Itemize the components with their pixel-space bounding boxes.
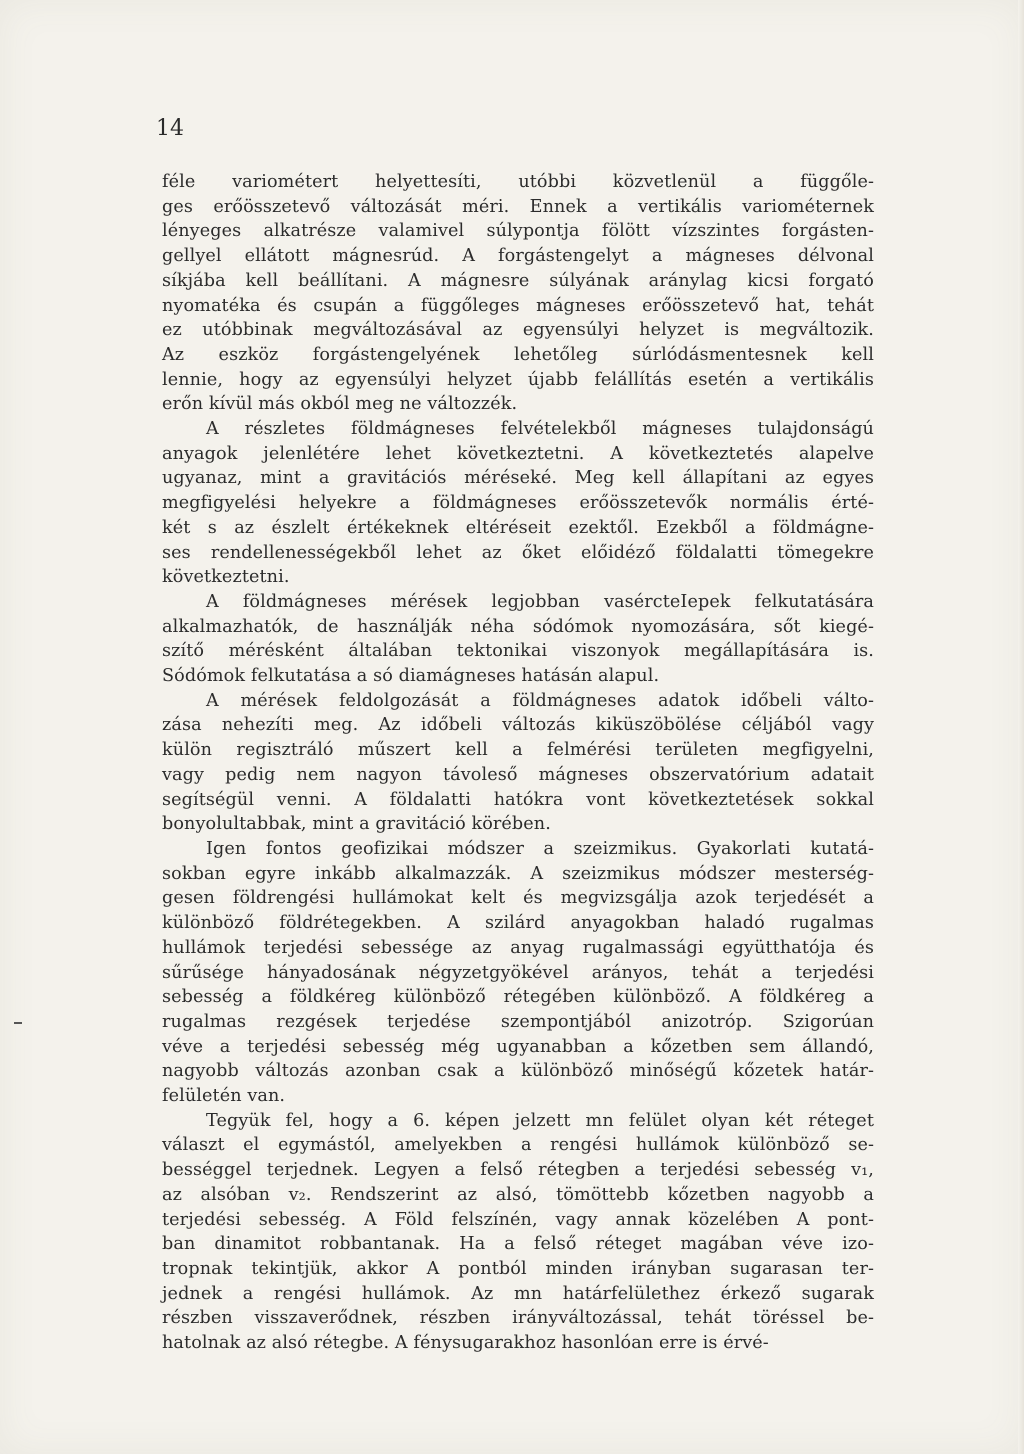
text-line: A részletes földmágneses felvételekből mágneses tulajdonságú: [206, 419, 874, 440]
paragraph: [162, 417, 874, 590]
text-line: féle variométert helyettesíti, utóbbi közvetlenül a függőle-: [162, 172, 874, 192]
text-line: az alsóban v₂. Rendszerint az alsó, tömöttebb kőzetben nagyobb a: [162, 1184, 874, 1205]
text-line: síkjába kell beállítani. A mágnesre súlyának aránylag kicsi forgató: [162, 270, 874, 291]
text-line: választ el egymástól, amelyekben a rengési hullámok különböző se-: [162, 1135, 874, 1156]
paragraph: [162, 837, 874, 1109]
text-line: terjedési sebesség. A Föld felszínén, vagy annak közelében A pont-: [162, 1209, 874, 1230]
text-line: gesen földrengési hullámokat kelt és megvizsgálja azok terjedését a: [162, 888, 874, 909]
text-line: felületén van.: [162, 1086, 286, 1107]
text-line: hullámok terjedési sebessége az anyag rugalmassági együtthatója és: [162, 937, 874, 958]
text-line: ban dinamitot robbantanak. Ha a felső réteget magában véve izo-: [162, 1234, 874, 1255]
text-line: Sódómok felkutatása a só diamágneses hatásán alapul.: [162, 666, 660, 687]
text-line: Igen fontos geofizikai módszer a szeizmikus. Gyakorlati kutatá-: [206, 838, 874, 859]
text-line: külön regisztráló műszert kell a felmérési területen megfigyelni,: [162, 740, 874, 761]
text-line: segítségül venni. A földalatti hatókra vont következtetések sokkal: [162, 789, 874, 810]
text-line: bességgel terjednek. Legyen a felső rétegben a terjedési sebesség v₁,: [162, 1160, 874, 1181]
text-line: A mérések feldolgozását a földmágneses adatok időbeli válto-: [206, 690, 874, 711]
text-line: vagy pedig nem nagyon távoleső mágneses obszervatórium adatait: [162, 764, 874, 785]
paragraph: [162, 689, 874, 837]
body-text: [162, 170, 874, 1356]
text-line: bonyolultabbak, mint a gravitáció körében.: [162, 814, 551, 835]
text-line: erőn kívül más okból meg ne változzék.: [162, 394, 518, 415]
text-line: véve a terjedési sebesség még ugyanabban a kőzetben sem állandó,: [162, 1036, 874, 1057]
text-line: alkalmazhatók, de használják néha sódómok nyomozására, sőt kiegé-: [162, 616, 874, 637]
text-line: ses rendellenességekből lehet az őket előidéző földalatti tömegekre: [162, 542, 874, 563]
text-line: jednek a rengési hullámok. Az mn határfelülethez érkező sugarak: [162, 1283, 874, 1304]
text-line: sűrűsége hányadosának négyzetgyökével arányos, tehát a terjedési: [162, 962, 874, 983]
text-line: tropnak tekintjük, akkor A pontból minden irányban sugarasan ter-: [162, 1258, 874, 1279]
paragraph: [162, 590, 874, 689]
text-line: zása nehezíti meg. Az időbeli változás kiküszöbölése céljából vagy: [162, 715, 874, 736]
text-line: nyomatéka és csupán a függőleges mágneses erőösszetevő hat, tehát: [162, 295, 874, 316]
text-line: megfigyelési helyekre a földmágneses erőösszetevők normális érté-: [162, 493, 874, 514]
text-line: anyagok jelenlétére lehet következtetni. A következtetés alapelve: [162, 443, 874, 464]
text-line: különböző földrétegekben. A szilárd anyagokban haladó rugalmas: [162, 913, 874, 934]
text-line: Az eszköz forgástengelyének lehetőleg súrlódásmentesnek kell: [162, 344, 874, 365]
margin-mark: [14, 1022, 22, 1024]
text-line: lennie, hogy az egyensúlyi helyzet újabb felállítás esetén a vertikális: [162, 369, 874, 390]
text-line: két s az észlelt értékeknek eltéréseit ezektől. Ezekből a földmágne-: [162, 517, 874, 538]
page-number: 14: [156, 116, 184, 141]
text-line: szítő mérésként általában tektonikai viszonyok megállapítására is.: [162, 641, 874, 662]
text-line: következtetni.: [162, 567, 290, 588]
text-line: ez utóbbinak megváltozásával az egyensúlyi helyzet is megváltozik.: [162, 320, 874, 341]
text-line: ugyanaz, mint a gravitációs méréseké. Meg kell állapítani az egyes: [162, 468, 874, 489]
paragraph: [162, 1109, 874, 1356]
text-line: rugalmas rezgések terjedése szempontjából anizotróp. Szigorúan: [162, 1011, 874, 1032]
text-line: ges erőösszetevő változását méri. Ennek a vertikális variométernek: [162, 196, 874, 217]
text-line: sokban egyre inkább alkalmazzák. A szeizmikus módszer mesterség-: [162, 863, 874, 884]
text-line: gellyel ellátott mágnesrúd. A forgástengelyt a mágneses délvonal: [162, 246, 874, 267]
page-edge-shadow: [1018, 0, 1024, 1454]
text-line: Tegyük fel, hogy a 6. képen jelzett mn felület olyan két réteget: [206, 1110, 874, 1131]
text-line: lényeges alkatrésze valamivel súlypontja fölött vízszintes forgásten-: [162, 221, 874, 242]
text-line: sebesség a földkéreg különböző rétegében különböző. A földkéreg a: [162, 987, 874, 1008]
text-line: részben visszaverődnek, részben irányváltozással, tehát töréssel be-: [162, 1308, 874, 1329]
text-line: nagyobb változás azonban csak a különböző minőségű kőzetek határ-: [162, 1061, 874, 1082]
text-line: A földmágneses mérések legjobban vasércteIepek felkutatására: [206, 591, 874, 612]
paragraph: [162, 170, 874, 417]
text-line: hatolnak az alsó rétegbe. A fénysugarakhoz hasonlóan erre is érvé-: [162, 1333, 769, 1354]
